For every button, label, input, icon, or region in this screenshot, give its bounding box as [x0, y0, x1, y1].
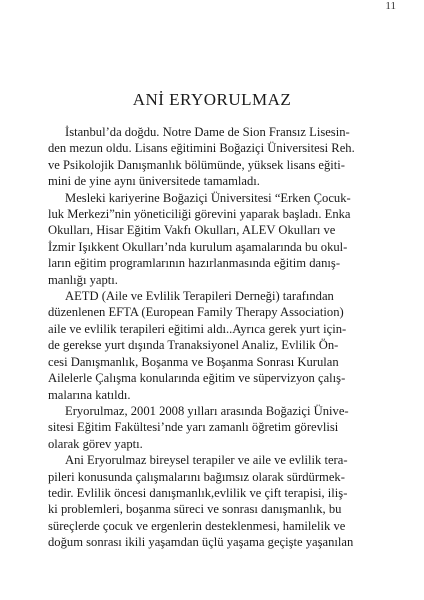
text-line: de gerekse yurt dışında Tranaksiyonel Analiz, Evlilik Ön- — [48, 338, 339, 353]
text-line: ve Psikolojik Danışmanlık bölümünde, yüksek lisans eğiti- — [48, 157, 345, 172]
text-line: mini de yine aynı üniversitede tamamladı. — [48, 174, 260, 189]
text-line: malarına katıldı. — [48, 387, 131, 402]
text-line: süreçlerde çocuk ve ergenlerin desteklenmesi, hamilelik ve — [48, 518, 346, 533]
text-line: sitesi Eğitim Fakültesi’nde yarı zamanlı öğretim görevlisi — [48, 420, 339, 435]
paragraph — [48, 403, 424, 452]
text-line: ki problemleri, boşanma süreci ve sonrası danışmanlık, bu — [48, 502, 342, 517]
text-line: Ani Eryorulmaz bireysel terapiler ve aile ve evlilik tera- — [65, 453, 348, 468]
paragraph — [48, 288, 424, 403]
text-line: aile ve evlilik terapileri eğitimi aldı..Ayrıca gerek yurt için- — [48, 321, 347, 336]
text-line: doğum sonrası ikili yaşamdan üçlü yaşama geçişte yaşanılan — [48, 535, 354, 550]
page-number: 11 — [385, 0, 396, 12]
text-line: AETD (Aile ve Evlilik Terapileri Derneği) tarafından — [65, 289, 334, 304]
page-title: ANİ ERYORULMAZ — [132, 90, 292, 109]
paragraph — [48, 124, 424, 190]
text-line: Mesleki kariyerine Boğaziçi Üniversitesi “Erken Çocuk- — [65, 190, 351, 205]
text-line: Okulları, Hisar Eğitim Vakfı Okulları, ALEV Okulları ve — [48, 223, 336, 238]
text-line: Eryorulmaz, 2001 2008 yılları arasında Boğaziçi Ünive- — [65, 403, 349, 418]
text-line: düzenlenen EFTA (European Family Therapy Association) — [48, 305, 344, 320]
paragraph — [48, 190, 424, 288]
text-line: den mezun oldu. Lisans eğitimini Boğaziçi Üniversitesi Reh. — [48, 141, 355, 156]
text-line: pileri konusunda çalışmalarını bağımsız olarak sürdürmek- — [48, 469, 345, 484]
text-line: tedir. Evlilik öncesi danışmanlık,evlilik ve çift terapisi, iliş- — [48, 485, 348, 500]
text-line: olarak görev yaptı. — [48, 436, 143, 451]
text-line: İzmir Işıkkent Okulları’nda kurulum aşamalarında bu okul- — [48, 239, 348, 254]
text-line: ların eğitim programlarının hazırlanmasında eğitim danış- — [48, 256, 341, 271]
text-line: cesi Danışmanlık, Boşanma ve Boşanma Sonrası Kurulan — [48, 354, 339, 369]
paragraph — [48, 452, 424, 550]
text-line: luk Merkezi”nin yöneticiliği görevini yaparak başladı. Enka — [48, 207, 351, 222]
text-line: Ailelerle Çalışma konularında eğitim ve süpervizyon çalış- — [48, 371, 346, 386]
text-line: manlığı yaptı. — [48, 272, 118, 287]
text-line: İstanbul’da doğdu. Notre Dame de Sion Fransız Lisesin- — [65, 125, 350, 139]
biography-text — [48, 124, 424, 551]
